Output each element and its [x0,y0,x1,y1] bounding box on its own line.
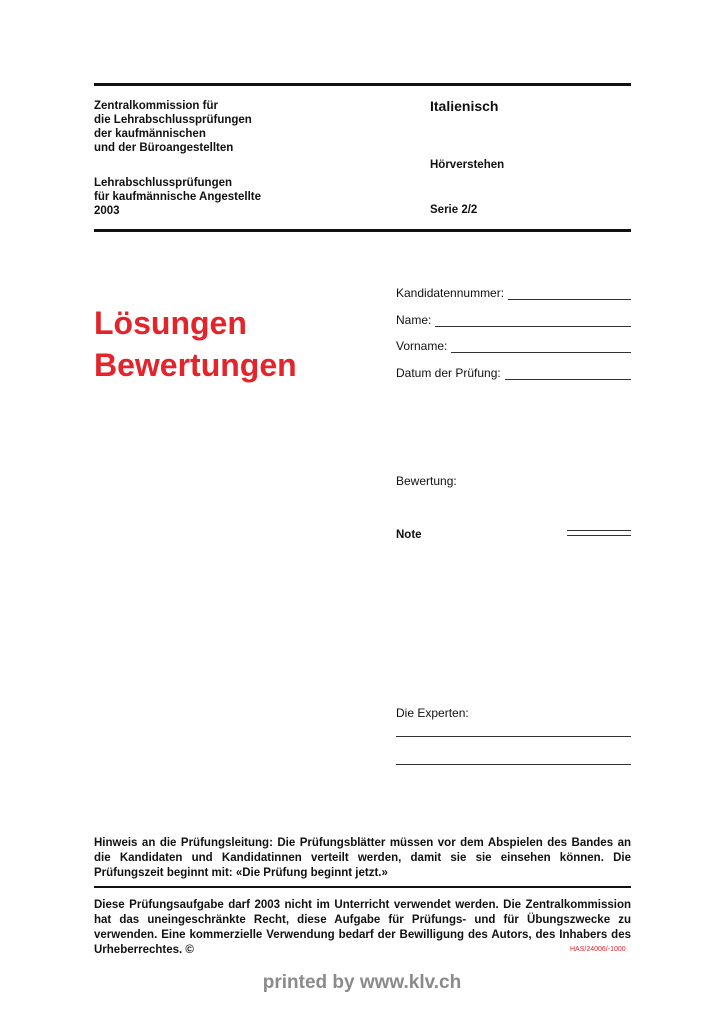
institution-line: und der Büroangestellten [94,142,234,154]
subject-label: Italienisch [430,98,499,114]
notice-divider [94,886,631,888]
exam-year: 2003 [94,205,120,217]
title-assessments: Bewertungen [94,347,297,383]
grade-line-bottom[interactable] [567,535,631,536]
first-name-label: Vorname: [396,339,448,353]
header-bottom-rule [94,229,631,232]
first-name-field[interactable] [396,339,631,353]
first-name-line[interactable] [451,343,631,353]
expert-signature-line-1[interactable] [396,736,631,737]
printed-by-footer: printed by www.klv.ch [262,972,462,993]
grade-line-top [567,530,631,531]
experts-label: Die Experten: [396,706,469,720]
name-line[interactable] [435,317,631,327]
title-solutions: Lösungen [94,305,247,341]
institution-line: Zentralkommission für [94,100,218,112]
rating-label: Bewertung: [396,474,457,488]
series-label: Serie 2/2 [430,204,478,216]
exam-line: Lehrabschlussprüfungen [94,177,233,189]
exam-line: für kaufmännische Angestellte [94,191,262,203]
document-code: HAS/24006/-1000 [570,946,626,953]
institution-line: die Lehrabschlussprüfungen [94,114,252,126]
exam-block [94,176,261,218]
header-top-rule [94,83,631,86]
name-label: Name: [396,313,432,327]
exam-date-line[interactable] [505,370,631,380]
candidate-number-label: Kandidatennummer: [396,286,505,300]
exam-date-field[interactable] [396,366,631,380]
copyright-notice: Diese Prüfungsaufgabe darf 2003 nicht im Unterricht verwendet werden. Die Zentralkommission hat das uneingeschränkte Recht, diese Aufgabe für Prüfungs- und für Übungszwecke zu verwenden. Eine kommerzielle Verwendung bedarf der Bewilligung des Autors, des Inhabers des Urheberrechtes. © [94,899,631,956]
candidate-number-line[interactable] [508,290,631,300]
section-label: Hörverstehen [430,159,505,171]
exam-date-label: Datum der Prüfung: [396,366,501,380]
name-field[interactable] [396,313,631,327]
expert-signature-line-2[interactable] [396,764,631,765]
exam-notice: Hinweis an die Prüfungsleitung: Die Prüfungsblätter müssen vor dem Abspielen des Bandes an die Kandidaten und Kandidatinnen verteilt werden, damit sie sie einsehen können. Die Prüfungszeit beginnt mit: «Die Prüfung beginnt jetzt.» [94,837,631,879]
candidate-number-field[interactable] [396,286,631,300]
grade-label: Note [396,529,422,541]
institution-block [94,99,252,155]
institution-line: der kaufmännischen [94,128,206,140]
